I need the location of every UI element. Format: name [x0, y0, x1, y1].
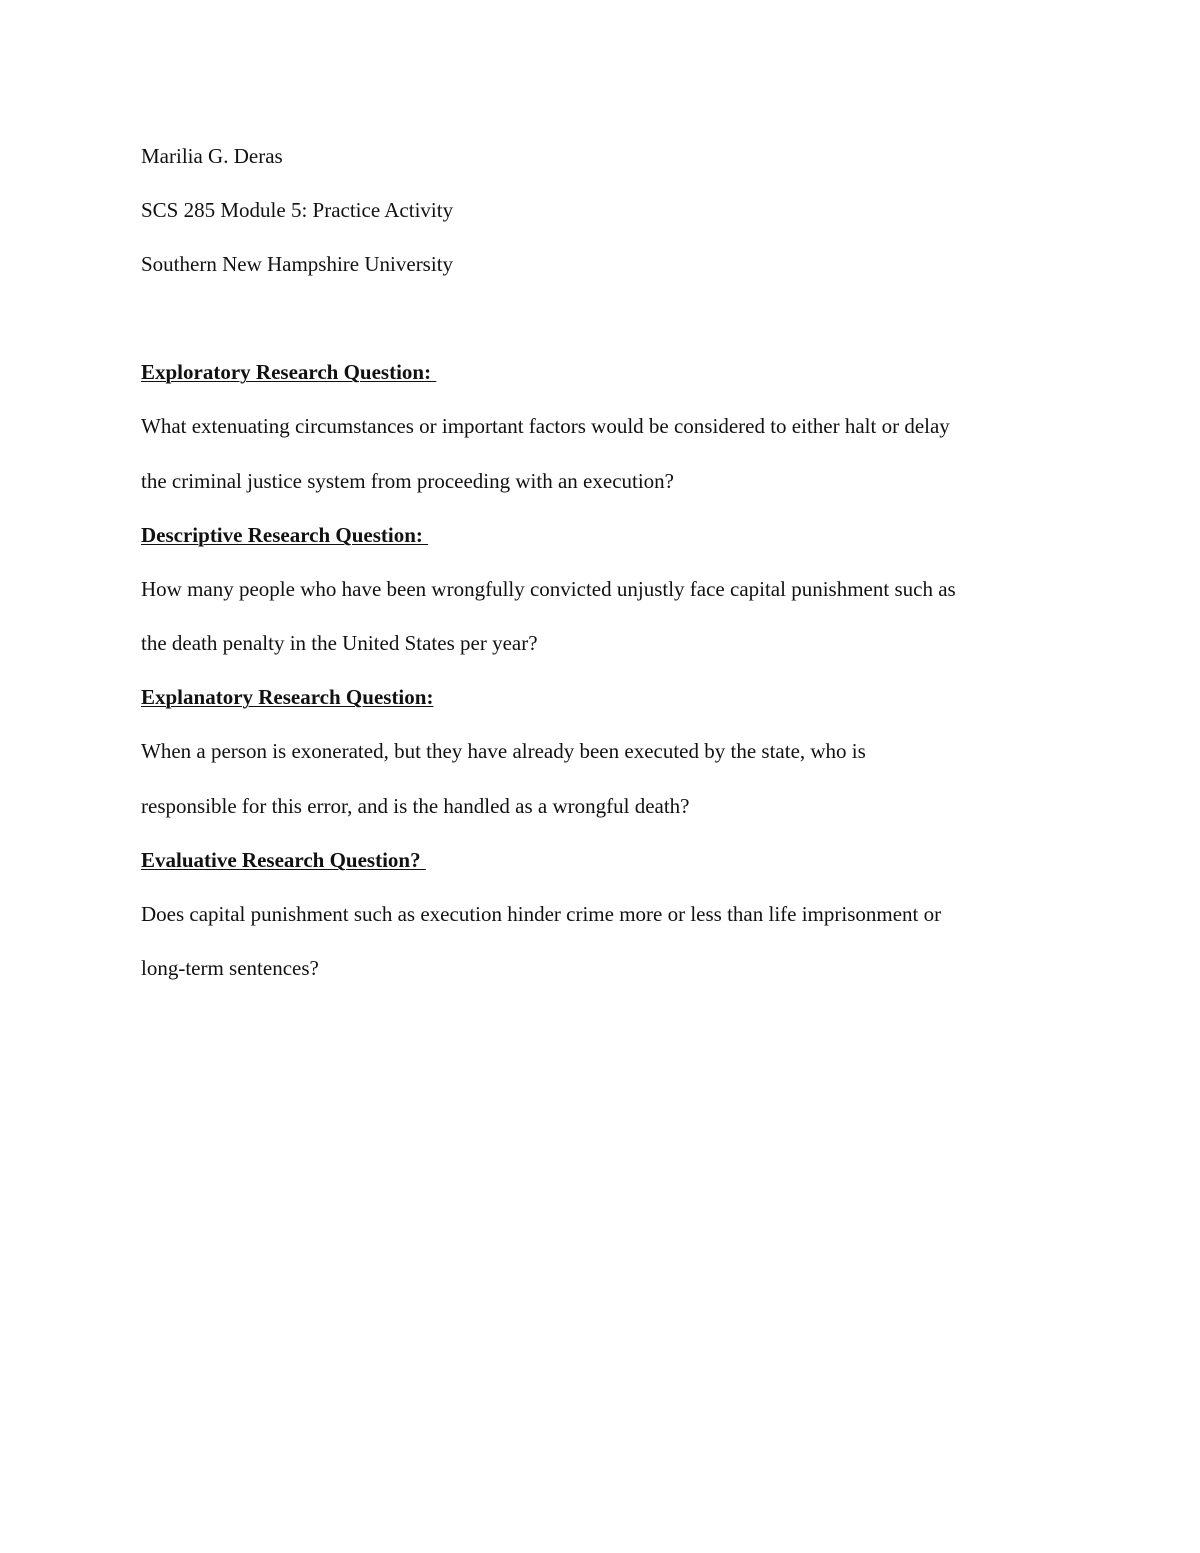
explanatory-heading: Explanatory Research Question:	[141, 685, 434, 709]
evaluative-question-line-1: Does capital punishment such as execution hinder crime more or less than life imprisonment or	[141, 902, 942, 926]
exploratory-question-line-2: the criminal justice system from proceeding with an execution?	[141, 469, 674, 493]
evaluative-question-line-2: long-term sentences?	[141, 956, 319, 980]
descriptive-question-line-1: How many people who have been wrongfully convicted unjustly face capital punishment such as	[141, 577, 956, 601]
institution-name: Southern New Hampshire University	[141, 252, 454, 276]
explanatory-question-line-2: responsible for this error, and is the handled as a wrongful death?	[141, 794, 690, 818]
author-name: Marilia G. Deras	[141, 144, 283, 168]
exploratory-question-line-1: What extenuating circumstances or important factors would be considered to either halt or delay	[141, 414, 950, 438]
descriptive-question-line-2: the death penalty in the United States per year?	[141, 631, 538, 655]
descriptive-heading: Descriptive Research Question:	[141, 523, 429, 547]
course-title: SCS 285 Module 5: Practice Activity	[141, 198, 454, 222]
exploratory-heading: Exploratory Research Question:	[141, 360, 437, 384]
evaluative-heading: Evaluative Research Question?	[141, 848, 426, 872]
explanatory-question-line-1: When a person is exonerated, but they have already been executed by the state, who is	[141, 739, 866, 763]
